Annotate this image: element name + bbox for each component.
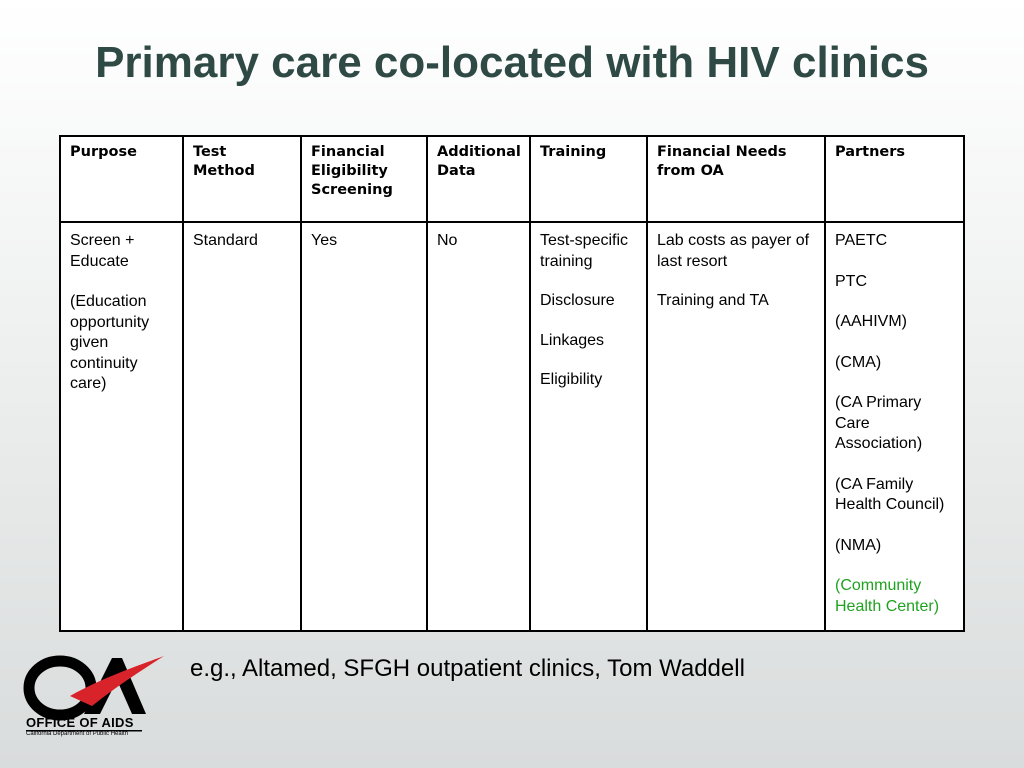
table-header-row xyxy=(60,136,964,222)
header-additional-data: Additional Data xyxy=(427,136,530,222)
partner-item: (CA Primary Care Association) xyxy=(835,394,923,452)
cell-financial-eligibility: Yes xyxy=(301,222,427,631)
partner-item: (NMA) xyxy=(835,536,882,554)
logo-o-shape xyxy=(29,661,91,715)
slide-title: Primary care co-located with HIV clinics xyxy=(95,38,929,87)
cell-training xyxy=(530,222,647,631)
program-table xyxy=(59,135,965,632)
training-item: Test-specific training xyxy=(540,232,629,270)
examples-footnote: e.g., Altamed, SFGH outpatient clinics, Tom Waddell xyxy=(190,655,745,682)
cell-additional-data: No xyxy=(427,222,530,631)
financial-need-item: Lab costs as payer of last resort xyxy=(657,232,810,270)
logo-subtitle: California Department of Public Health xyxy=(26,731,129,737)
purpose-line: Screen + Educate xyxy=(70,232,135,270)
header-financial-eligibility: Financial Eligibility Screening xyxy=(301,136,427,222)
purpose-note: (Education opportunity given continuity care) xyxy=(70,293,150,392)
partner-item-highlighted: (Community Health Center) xyxy=(835,577,940,615)
header-purpose: Purpose xyxy=(60,136,183,222)
partner-item: PAETC xyxy=(835,232,888,249)
header-training: Training xyxy=(530,136,647,222)
training-item: Disclosure xyxy=(540,292,615,309)
logo-name: OFFICE OF AIDS xyxy=(26,715,134,730)
cell-partners xyxy=(825,222,964,631)
header-partners: Partners xyxy=(825,136,964,222)
cell-test-method: Standard xyxy=(183,222,301,631)
header-test-method: Test Method xyxy=(183,136,301,222)
partner-item: (CMA) xyxy=(835,353,882,371)
header-financial-needs: Financial Needs from OA xyxy=(647,136,825,222)
financial-need-item: Training and TA xyxy=(657,292,769,309)
partner-item: (AAHIVM) xyxy=(835,313,907,330)
training-item: Linkages xyxy=(540,331,605,349)
cell-financial-needs xyxy=(647,222,825,631)
partner-item: PTC xyxy=(835,272,867,290)
training-item: Eligibility xyxy=(540,371,603,388)
partner-item: (CA Family Health Council) xyxy=(835,475,945,513)
cell-purpose xyxy=(60,222,183,631)
table-row xyxy=(60,222,964,631)
